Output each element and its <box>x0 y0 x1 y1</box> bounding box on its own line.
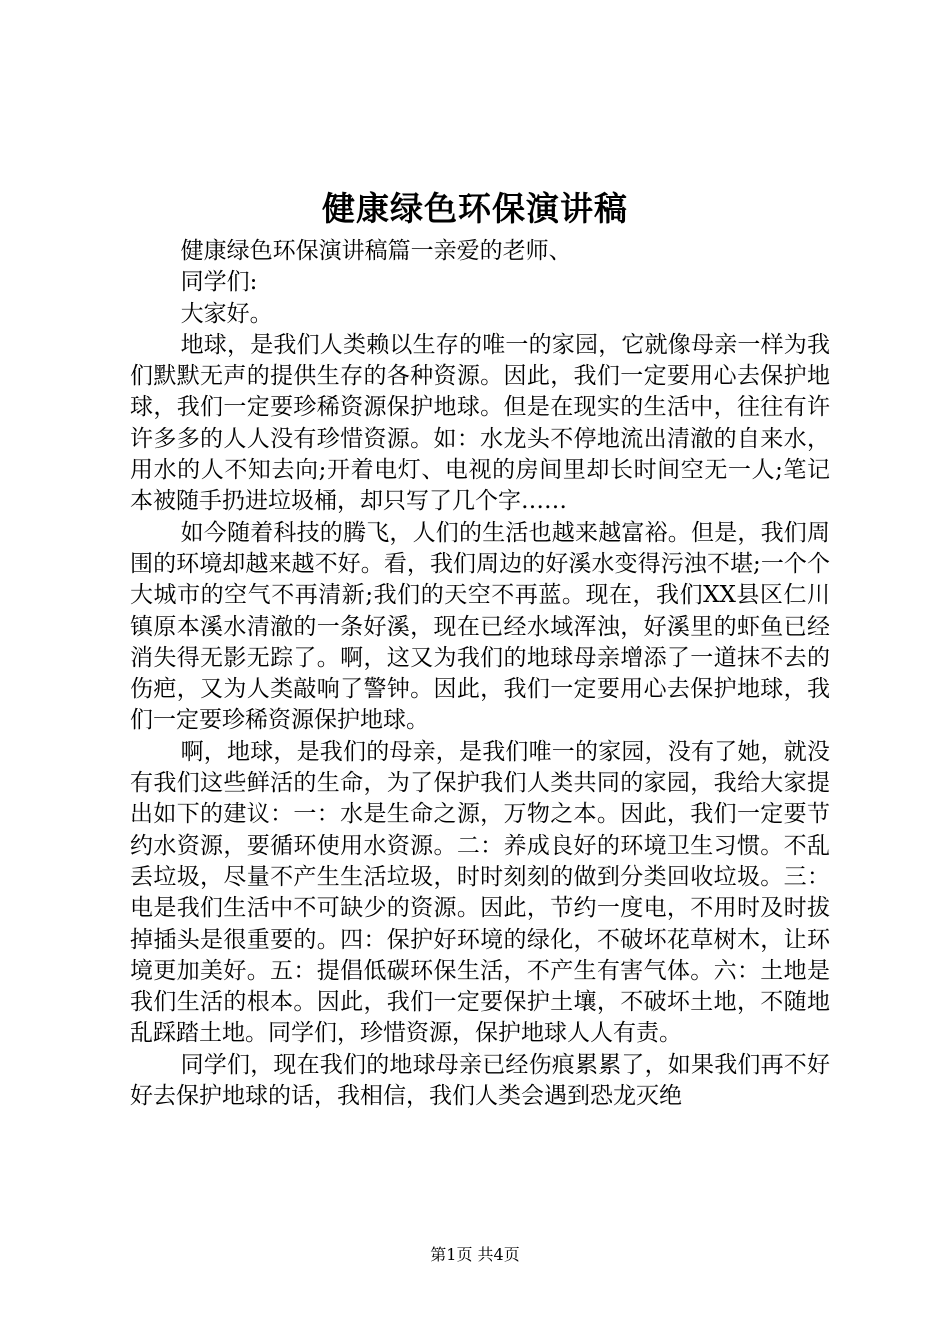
document-body <box>130 236 830 1112</box>
paragraph-earth-home: 地球，是我们人类赖以生存的唯一的家园，它就像母亲一样为我们默默无声的提供生存的各种资源。因此，我们一定要用心去保护地球，我们一定要珍稀资源保护地球。但是在现实的生活中，往往有许许多多的人人没有珍惜资源。如：水龙头不停地流出清澈的自来水，用水的人不知去向;开着电灯、电视的房间里却长时间空无一人;笔记本被随手扔进垃圾桶，却只写了几个字…… <box>130 331 830 515</box>
paragraph-greeting-line-1: 健康绿色环保演讲稿篇一亲爱的老师、 <box>180 238 572 264</box>
paragraph-environment: 如今随着科技的腾飞，人们的生活也越来越富裕。但是，我们周围的环境却越来越不好。看，我们周边的好溪水变得污浊不堪;一个个大城市的空气不再清新;我们的天空不再蓝。现在，我们XX县区仁川镇原本溪水清澈的一条好溪，现在已经水域浑浊，好溪里的虾鱼已经消失得无影无踪了。啊，这又为我们的地球母亲增添了一道抹不去的伤疤，又为人类敲响了警钟。因此，我们一定要用心去保护地球，我们一定要珍稀资源保护地球。 <box>130 519 830 734</box>
paragraph-greeting-line-2: 同学们: <box>180 269 258 296</box>
paragraph-salutation: 大家好。 <box>180 300 273 327</box>
paragraph-closing: 同学们，现在我们的地球母亲已经伤痕累累了，如果我们再不好好去保护地球的话，我相信，我们人类会遇到恐龙灭绝 <box>130 1051 830 1110</box>
document-title: 健康绿色环保演讲稿 <box>322 189 628 228</box>
page-footer: 第1页 共4页 <box>430 1245 520 1264</box>
paragraph-suggestions: 啊，地球，是我们的母亲，是我们唯一的家园，没有了她，就没有我们这些鲜活的生命，为了保护我们人类共同的家园，我给大家提出如下的建议：一：水是生命之源，万物之本。因此，我们一定要节约水资源，要循环使用水资源。二：养成良好的环境卫生习惯。不乱丢垃圾，尽量不产生生活垃圾，时时刻刻的做到分类回收垃圾。三：电是我们生活中不可缺少的资源。因此，节约一度电，不用时及时拔掉插头是很重要的。四：保护好环境的绿化，不破坏花草树木，让环境更加美好。五：提倡低碳环保生活，不产生有害气体。六：土地是我们生活的根本。因此，我们一定要保护土壤，不破坏土地，不随地乱踩踏土地。同学们，珍惜资源，保护地球人人有责。 <box>130 738 830 1047</box>
